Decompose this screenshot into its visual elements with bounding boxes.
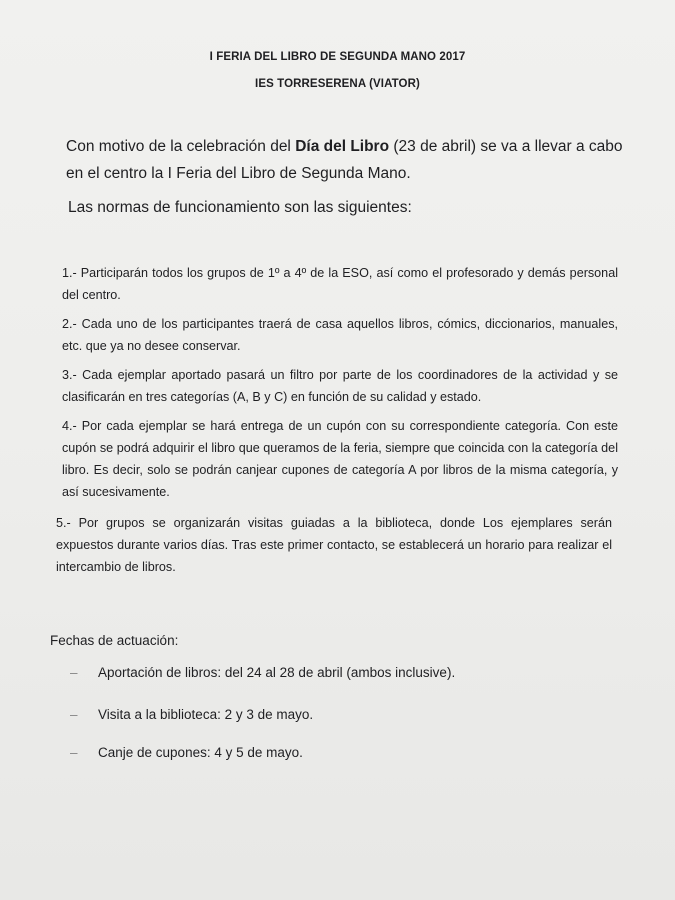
intro-text-end: (23 de abril) se va a llevar a cabo en el centro la I Feria del Libro de Segunda Mano. (66, 138, 623, 182)
dates-title: Fechas de actuación: (50, 633, 179, 648)
intro-bold-day: Día del Libro (295, 138, 390, 155)
date-item-text: Visita a la biblioteca: 2 y 3 de mayo. (98, 707, 314, 722)
date-item-text: Canje de cupones: 4 y 5 de mayo. (98, 745, 303, 760)
intro-paragraph (66, 133, 626, 187)
rule-4: 4.- Por cada ejemplar se hará entrega de un cupón con su correspondiente categoría. Con este cupón se podrá adquirir el libro que queramos de la feria, siempre que coincida con la categoría del libro. Es decir, solo se podrán canjear cupones de categoría A por libros de la misma categoría, y así sucesivamente. (62, 419, 618, 499)
rule-5: 5.- Por grupos se organizarán visitas guiadas a la biblioteca, donde Los ejemplares serán expuestos durante varios días. Tras este primer contacto, se establecerá un horario para realizar el intercambio de libros. (56, 516, 612, 574)
dash-bullet: – (70, 745, 78, 760)
intro-text-start: Con motivo de la celebración del (66, 138, 296, 155)
document-title: I FERIA DEL LIBRO DE SEGUNDA MANO 2017 (209, 51, 466, 63)
rule-2: 2.- Cada uno de los participantes traerá de casa aquellos libros, cómics, diccionarios, manuales, etc. que ya no desee conservar. (62, 317, 618, 353)
dash-bullet: – (70, 707, 78, 722)
norms-intro: Las normas de funcionamiento son las siguientes: (68, 199, 412, 216)
dash-bullet: – (70, 665, 78, 680)
rule-3: 3.- Cada ejemplar aportado pasará un filtro por parte de los coordinadores de la actividad y se clasificarán en tres categorías (A, B y C) en función de su calidad y estado. (62, 368, 618, 404)
date-item (70, 707, 313, 722)
date-item (70, 745, 303, 760)
school-name: IES TORRESERENA (VIATOR) (255, 78, 420, 90)
rule-1: 1.- Participarán todos los grupos de 1º a 4º de la ESO, así como el profesorado y demás personal del centro. (62, 266, 618, 302)
date-item (70, 665, 455, 680)
date-item-text: Aportación de libros: del 24 al 28 de abril (ambos inclusive). (98, 665, 456, 680)
